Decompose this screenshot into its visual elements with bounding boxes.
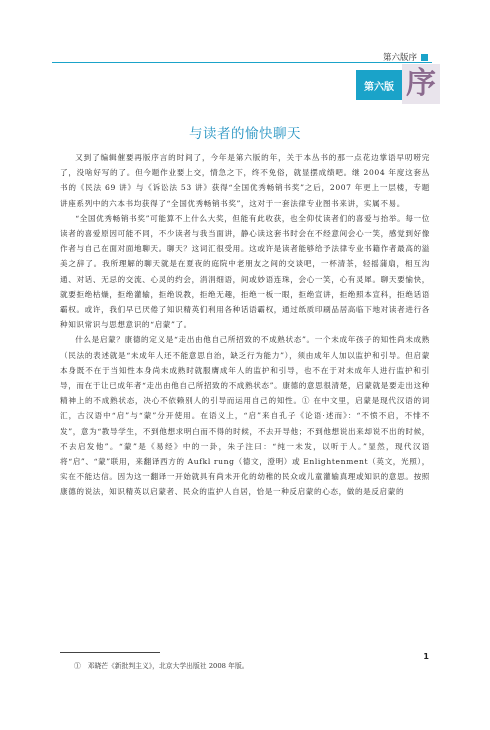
page-title: 与读者的愉快聊天 (189, 126, 301, 142)
badge-char: 序 (402, 64, 440, 104)
running-head-text: 第六版序 (382, 53, 417, 63)
paragraph: 又到了编辑催要再版序言的时间了，今年是第六版的年，关于本丛书的那一点花边掌语早叨唠完了，没啥好写的了。但今题作业要上交，情急之下，终不免俗，就显摆成绩吧。继 2004 年度这套丛书的《民法 69 讲》与《诉讼法 53 讲》获得“全国优秀畅销书奖”之后，2007 年更上一层楼，专题讲座系列中的六本书均获得了“全国优秀畅销书奖”，这对于一套法律专业图书来讲，实属不易。 (60, 153, 430, 208)
footnote: ① 邓晓芒《新批判主义》，北京大学出版社 2008 年版。 (74, 662, 249, 670)
footnote-rule (60, 652, 160, 653)
page-number: 1 (423, 652, 429, 661)
body-text (60, 150, 430, 500)
header-rule (52, 62, 432, 63)
paragraph: “全国优秀畅销书奖”可能算不上什么大奖，但能有此收获，也全仰仗读者们的喜爱与抬举。每一位读者的喜爱原因可能不同，不少读者与我当面讲，静心读这套书时会在不经意间会心一笑，感觉到好像作者与自己在面对面地聊天。聊天？这词汇很受用。这或许是读者能够给予法律专业书籍作者最高的溢美之辞了。我所理解的聊天就是在夏夜的庭院中老朋友之间的交谈吧，一杯清茶，轻摇蒲扇，相互沟通、对话、无忌的交流、心灵的约会，涓涓细语，间或妙语连珠，会心一笑，心有灵犀。聊天要愉快，就要拒绝枯燥，拒绝灌输，拒绝说教，拒绝无趣，拒绝一板一眼，拒绝宣讲，拒绝照本宣科，拒绝话语霸权。或许，我们早已厌倦了知识精英们利用各种话语霸权，通过纸质印刷品居高临下地对读者进行各种知识常识与思想意识的“启蒙”了。 (60, 213, 430, 330)
badge-label: 第六版 (356, 70, 402, 100)
paragraph: 什么是启蒙？康德的定义是“走出由他自己所招致的不成熟状态”。一个未成年孩子的知性尚未成熟（民法的表述就是“未成年人还不能意思自治，缺乏行为能力”），须由成年人加以监护和引导。但启蒙本身既不在于当知性本身尚未成熟时就服膺成年人的监护和引导，也不在于对未成年人进行监护和引导，而在于让已成年者“走出由他自己所招致的不成熟状态”。康德的意思很清楚，启蒙就是要走出这种精神上的不成熟状态，决心不依赖别人的引导而运用自己的知性。① 在中文里，启蒙是现代汉语的词汇，古汉语中“启”与“蒙”分开使用。在语义上，“启”来自孔子《论语·述而》：“不愤不启，不悱不发”，意为“教导学生，不到他想求明白而不得的时候，不去开导他；不到他想说出来却说不出的时候，不去启发他”。“蒙”是《易经》中的一卦，朱子注曰：“纯一未发，以听于人。”显然，现代汉语将“启”、“蒙”联用，来翻译西方的 Aufkl rung（德文，澄明）或 Enlightenment（英文，光照），实在不能达信。因为这一翻译一开始就具有尚未开化的幼稚的民众或儿童灌输真理或知识的意思。按照康德的说法，知识精英以启蒙者、民众的监护人自居，恰是一种反启蒙的心态，做的是反启蒙的 (60, 335, 430, 497)
chapter-badge (356, 64, 440, 104)
square-marker-icon (421, 54, 428, 61)
